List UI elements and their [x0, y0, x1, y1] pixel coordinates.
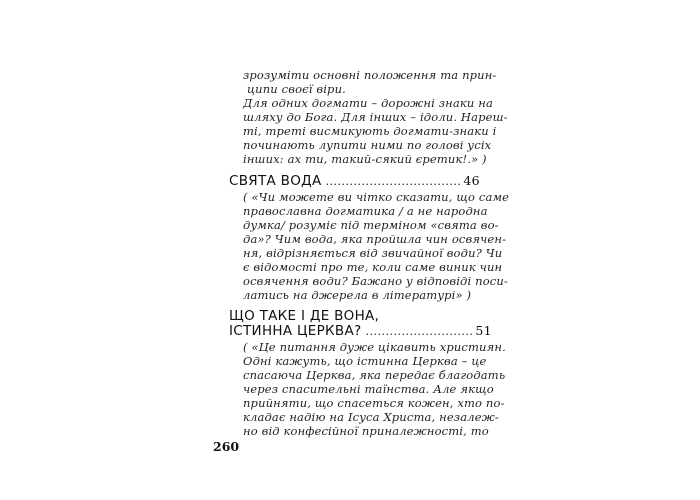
description-line: но від конфесійної приналежності, то [243, 424, 489, 438]
intro-line: ципи своєї віри. [247, 82, 346, 96]
intro-line: зрозуміти основні положення та прин- [243, 68, 497, 82]
intro-line: ті, треті висмикують догмати-знаки і [243, 124, 497, 138]
description-line: кладає надію на Ісуса Христа, незалеж- [243, 410, 499, 424]
description-line: ( «Чи можете ви чітко сказати, що саме [243, 190, 510, 204]
description-line: є відомості про те, коли саме виник чин [243, 260, 503, 274]
toc-entry-title: ЩО ТАКЕ І ДЕ ВОНА, [229, 308, 380, 324]
toc-entry-title: СВЯТА ВОДА [229, 173, 322, 189]
description-line: прийняти, що спасеться кожен, хто по- [243, 396, 505, 410]
description-line: Одні кажуть, що істинна Церква – це [243, 354, 487, 368]
description-line: православна догматика / а не народна [243, 204, 488, 218]
intro-line: починають лупити ними по голові усіх [243, 138, 492, 152]
description-line: да»? Чим вода, яка пройшла чин освячен- [243, 232, 507, 246]
toc-leader-dots: .................................. [325, 175, 462, 188]
toc-entry-heading[interactable] [229, 323, 492, 340]
intro-line: Для одних догмати – дорожні знаки на [243, 96, 494, 110]
description-line: освячення води? Бажано у відповіді поси- [243, 274, 508, 288]
intro-line: шляху до Бога. Для інших – ідоли. Нареш- [243, 110, 508, 124]
description-line: ( «Це питання дуже цікавить християн. [243, 340, 506, 354]
description-line: через спасительні таїнства. Але якщо [243, 382, 494, 396]
intro-line: інших: ах ти, такий-сякий єретик!.» ) [243, 152, 487, 166]
page-number: 260 [213, 439, 240, 454]
description-line: латись на джерела в літературі» ) [243, 288, 472, 302]
description-line: ня, відрізняється від звичайної води? Чи [243, 246, 503, 260]
toc-page-number: 46 [463, 173, 480, 188]
toc-page-number: 51 [475, 323, 492, 338]
toc-entry-heading[interactable] [229, 173, 480, 190]
toc-entry-title: ІСТИННА ЦЕРКВА? [229, 323, 362, 339]
description-line: спасаюча Церква, яка передає благодать [243, 368, 506, 382]
toc-leader-dots: ........................... [365, 325, 474, 338]
description-line: думка/ розуміє під терміном «свята во- [243, 218, 499, 232]
